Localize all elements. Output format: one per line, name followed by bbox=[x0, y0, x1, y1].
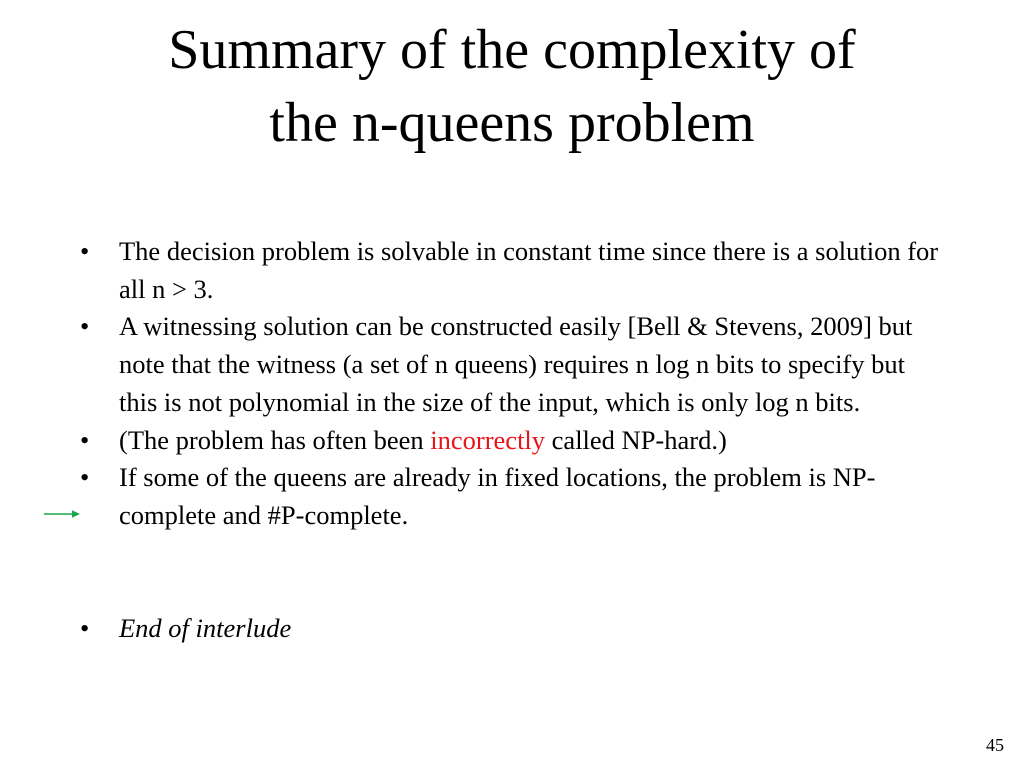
bullet-text: The decision problem is solvable in constant time since there is a solution for all n > 3. bbox=[119, 236, 939, 304]
bullet-item bbox=[80, 233, 940, 308]
bullet-dot: • bbox=[80, 612, 90, 643]
arrow-right-icon bbox=[44, 508, 80, 520]
title-line-1: Summary of the complexity of bbox=[168, 19, 856, 81]
bullet-item bbox=[80, 422, 940, 460]
title-line-2: the n-queens problem bbox=[269, 92, 755, 154]
bullet-text-after: called NP-hard.) bbox=[545, 424, 727, 455]
bullet-dot: • bbox=[80, 311, 90, 342]
bullet-item bbox=[80, 459, 940, 534]
bullet-dot: • bbox=[80, 424, 90, 455]
bullet-text: A witnessing solution can be constructed easily [Bell & Stevens, 2009] but note that the witness (a set of n queens) requires n log n bits to specify but this is not polynomial in the size of the input, which is only log n bits. bbox=[119, 311, 913, 417]
bullet-text-before: (The problem has often been bbox=[119, 424, 431, 455]
highlighted-word: incorrectly bbox=[430, 424, 546, 455]
bullet-item bbox=[80, 610, 940, 648]
bullet-text: End of interlude bbox=[119, 612, 292, 643]
bullet-dot: • bbox=[80, 462, 90, 493]
bullet-item bbox=[80, 308, 940, 421]
page-number: 45 bbox=[986, 735, 1004, 755]
bullet-text: If some of the queens are already in fixed locations, the problem is NP-complete and #P-complete. bbox=[119, 462, 876, 530]
slide-title bbox=[0, 14, 1024, 160]
bullet-list bbox=[80, 233, 940, 647]
bullet-dot: • bbox=[80, 236, 90, 266]
